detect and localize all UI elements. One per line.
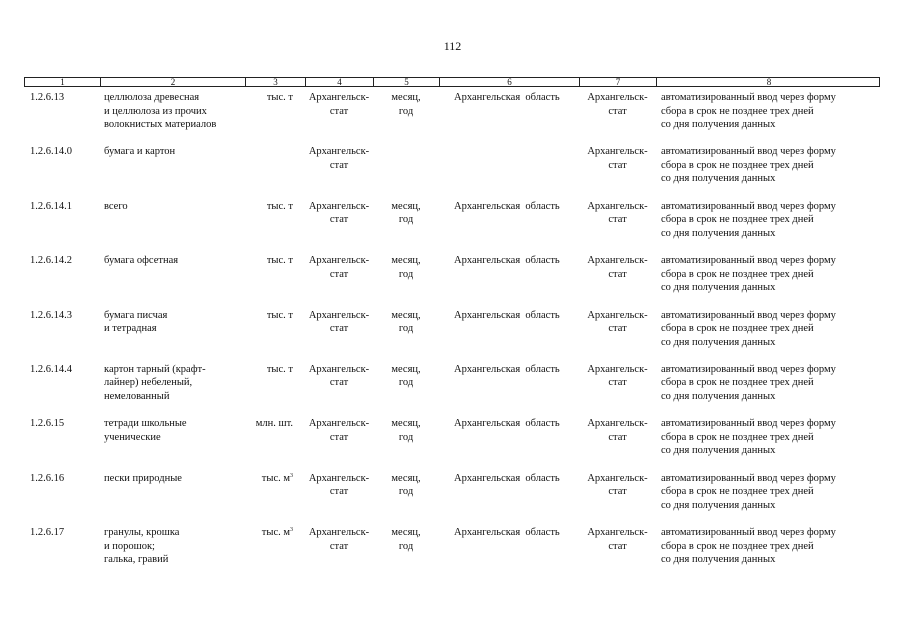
row-name: тетради школьные ученические [104, 418, 187, 443]
row-unit [245, 526, 305, 580]
row-responsible: Архангельск- стат [587, 418, 648, 443]
row-source: Архангельск- стат [308, 363, 370, 389]
table-row [24, 145, 880, 199]
column-number-5: 5 [374, 78, 440, 87]
table-row [24, 417, 880, 471]
row-method: автоматизированный ввод через форму сбора в срок не позднее трех дней со дня получения данных [661, 527, 836, 566]
row-method: автоматизированный ввод через форму сбора в срок не позднее трех дней со дня получения данных [661, 255, 836, 294]
unit-text: тыс. т [266, 309, 293, 321]
unit-text: тыс. т [266, 200, 293, 212]
row-unit [245, 145, 305, 199]
table-row [24, 91, 880, 145]
row-name: гранулы, крошка и порошок; галька, гравий [104, 527, 180, 566]
row-name: картон тарный (крафт- лайнер) небеленый, немелованный [104, 363, 206, 402]
row-code: 1.2.6.14.4 [30, 363, 72, 375]
row-unit [245, 417, 305, 471]
table-row [24, 363, 880, 417]
table-row [24, 309, 880, 363]
row-name: бумага офсетная [104, 255, 179, 267]
row-responsible: Архангельск- стат [587, 146, 648, 171]
page-number: 112 [443, 39, 462, 53]
row-responsible: Архангельск- стат [587, 309, 648, 335]
row-periodicity: месяц, год [391, 418, 421, 443]
row-territory: Архангельская область [454, 92, 560, 103]
table-row [24, 254, 880, 308]
row-method: автоматизированный ввод через форму сбора в срок не позднее трех дней со дня получения данных [661, 200, 836, 239]
row-territory: Архангельская область [454, 418, 560, 430]
row-territory: Архангельская область [454, 363, 560, 375]
row-source: Архангельск- стат [308, 527, 370, 552]
row-responsible: Архангельск- стат [587, 363, 648, 389]
row-code: 1.2.6.13 [30, 92, 65, 103]
row-name: пески природные [104, 472, 182, 484]
row-responsible: Архангельск- стат [587, 92, 648, 117]
unit-text: тыс. м [261, 472, 290, 484]
row-periodicity: месяц, год [391, 363, 421, 389]
row-territory: Архангельская область [454, 200, 560, 212]
table-row [24, 200, 880, 254]
row-periodicity: месяц, год [391, 472, 421, 498]
row-method: автоматизированный ввод через форму сбора в срок не позднее трех дней со дня получения данных [661, 363, 836, 402]
column-number-1: 1 [25, 78, 101, 87]
row-code: 1.2.6.16 [30, 472, 65, 484]
row-method: автоматизированный ввод через форму сбора в срок не позднее трех дней со дня получения данных [661, 92, 836, 130]
table-row [24, 472, 880, 526]
row-source: Архангельск- стат [308, 92, 370, 117]
row-source: Архангельск- стат [308, 418, 370, 443]
column-number-4: 4 [306, 78, 374, 87]
row-territory: Архангельская область [454, 309, 560, 321]
row-method: автоматизированный ввод через форму сбора в срок не позднее трех дней со дня получения данных [661, 418, 836, 457]
row-source: Архангельск- стат [308, 472, 370, 498]
unit-superscript: 3 [290, 527, 293, 534]
column-number-2: 2 [101, 78, 246, 87]
row-periodicity: месяц, год [391, 527, 421, 552]
row-method: автоматизированный ввод через форму сбора в срок не позднее трех дней со дня получения данных [661, 472, 836, 511]
row-territory: Архангельская область [454, 255, 560, 267]
row-code: 1.2.6.14.3 [30, 309, 72, 321]
row-unit [245, 472, 305, 526]
row-name: бумага писчая и тетрадная [104, 309, 168, 335]
unit-superscript: 3 [290, 472, 293, 479]
row-code: 1.2.6.14.1 [30, 200, 72, 212]
row-code: 1.2.6.14.0 [30, 146, 72, 158]
column-number-8: 8 [766, 77, 772, 87]
row-unit [245, 200, 305, 254]
unit-text: млн. шт. [255, 418, 293, 430]
row-code: 1.2.6.15 [30, 418, 65, 430]
row-territory: Архангельская область [454, 472, 560, 484]
row-name: целлюлоза древесная и целлюлоза из прочих волокнистых материалов [104, 92, 217, 130]
unit-text: тыс. м [261, 527, 290, 539]
row-periodicity [373, 145, 439, 199]
row-code: 1.2.6.17 [30, 527, 65, 539]
row-unit [245, 363, 305, 417]
row-periodicity: месяц, год [391, 309, 421, 335]
column-number-6: 6 [440, 78, 580, 87]
column-number-7: 7 [580, 78, 657, 87]
row-responsible: Архангельск- стат [587, 472, 648, 498]
row-source: Архангельск- стат [308, 255, 370, 280]
row-method: автоматизированный ввод через форму сбора в срок не позднее трех дней со дня получения данных [661, 146, 836, 185]
row-source: Архангельск- стат [308, 146, 370, 171]
row-responsible: Архангельск- стат [587, 255, 648, 280]
row-periodicity: месяц, год [391, 92, 421, 117]
unit-text: тыс. т [266, 92, 293, 103]
row-responsible: Архангельск- стат [587, 527, 648, 552]
unit-text: тыс. т [266, 255, 293, 267]
row-periodicity: месяц, год [391, 200, 421, 226]
column-number-header [24, 77, 880, 87]
row-unit [245, 254, 305, 308]
row-source: Архангельск- стат [308, 309, 370, 335]
row-responsible: Архангельск- стат [587, 200, 648, 226]
row-method: автоматизированный ввод через форму сбора в срок не позднее трех дней со дня получения данных [661, 309, 836, 348]
row-unit [245, 91, 305, 145]
row-territory: Архангельская область [454, 527, 560, 539]
row-source: Архангельск- стат [308, 200, 370, 226]
row-unit [245, 309, 305, 363]
column-number-3: 3 [246, 78, 306, 87]
table-row [24, 526, 880, 580]
row-name: бумага и картон [104, 146, 176, 158]
row-name: всего [104, 200, 128, 212]
row-code: 1.2.6.14.2 [30, 255, 72, 267]
row-periodicity: месяц, год [391, 255, 421, 280]
unit-text: тыс. т [266, 363, 293, 375]
row-territory [439, 145, 579, 199]
table-body [24, 91, 880, 581]
